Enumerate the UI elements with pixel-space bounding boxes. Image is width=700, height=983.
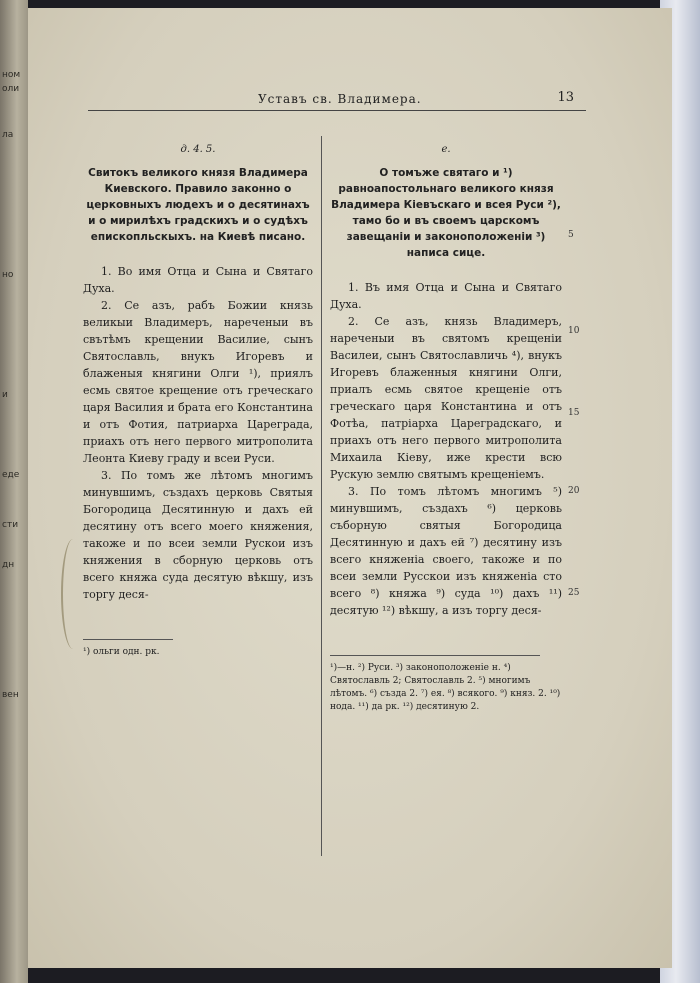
column-heading: Свитокъ великого князя Владимера Киевского. Правило законно о церковныхъ людехъ и о десятинахъ и о мирилѣхъ градскихъ и о судѣхъ епископльскыхъ. на Киевѣ писано. (86, 167, 310, 243)
paragraph: 2. Се азъ, рабъ Божии князь великыи Владимеръ, нареченыи въ свътѣмъ крещении Василие, сынъ Святославль, внукъ Игоревъ и блаженыя княгини Олги ¹), приялъ есмь святое крещение отъ греческаго царя Василия и брата его Константина и отъ Фотия, патриарха Цареграда, приахъ отъ него первого митрополита Леонта Киеву граду и всеи Руси. (83, 299, 313, 465)
right-column (330, 144, 562, 714)
column-body (83, 263, 313, 603)
paragraph: 3. По томъ же лѣтомъ многимъ минувшимъ, създахъ церковь Святыя Богородица Десятинную и дахъ ей десятину отъ всего моего княжения, такоже и по всеи земли Рускои изъ княжения в сборную церковь отъ всего княжа суда десятую вѣкшу, изъ торгу деся- (83, 469, 313, 601)
column-label: е. (441, 144, 451, 155)
edge-fragment: дн (2, 560, 15, 570)
paragraph: 1. Въ имя Отца и Сына и Святаго Духа. (330, 281, 562, 311)
line-number: 5 (568, 230, 574, 240)
edge-fragment: оли (2, 84, 20, 94)
page-number: 13 (557, 90, 574, 105)
edge-fragment: ла (2, 130, 14, 140)
paragraph: 3. По томъ лѣтомъ многимъ ⁵) минувшимъ, създахъ ⁶) церковь съборную святыя Богородица Десятинную и дахъ ей ⁷) десятину изъ всего княженіа своего, такоже и по всеи земли Русскои изъ княженіа сто всего ⁸) княжа ⁹) суда ¹⁰) дахъ ¹¹) десятую ¹²) вѣкшу, а изъ торгу деся- (330, 485, 562, 617)
line-number: 10 (568, 326, 580, 336)
edge-fragment: ном (2, 70, 21, 80)
edge-fragment: еде (2, 470, 20, 480)
line-number: 15 (568, 408, 580, 418)
book-page (28, 8, 672, 968)
column-label: д. 4. 5. (180, 144, 216, 155)
left-column (83, 144, 313, 659)
edge-fragment: вен (2, 690, 19, 700)
footnote-rule (83, 639, 173, 640)
footnote-rule (330, 655, 540, 656)
adjacent-page-edge (0, 0, 28, 983)
line-number: 25 (568, 588, 580, 598)
line-number: 20 (568, 486, 580, 496)
edge-fragment: сти (2, 520, 19, 530)
edge-fragment: и (2, 390, 8, 400)
running-title: Уставъ св. Владимера. (258, 92, 422, 106)
edge-fragment: но (2, 270, 14, 280)
footnotes: ¹)—н. ²) Руси. ³) законоположеніе н. ⁴) Святославль 2; Святославль 2. ⁵) многимъ лѣтомъ. ⁶) създа 2. ⁷) ея. ⁸) всякого. ⁹) княз. 2. ¹⁰) нода. ¹¹) да рк. ¹²) десятиную 2. (330, 663, 561, 712)
page-header (88, 88, 586, 111)
paragraph: 2. Се азъ, князь Владимеръ, нареченыи въ святомъ крещеніи Василеи, сынъ Святославличь ⁴), внукъ Игоревъ блаженныя княгини Олги, приалъ есмь святое крещеніе отъ греческаго царя Константина и отъ Фотѣа, патріарха Цареградскаго, и приахъ отъ него первого митрополита Михаила Кіеву, иже крести всю Рускую землю святымъ крещеніемъ. (330, 315, 562, 481)
column-divider (321, 136, 322, 856)
paragraph: 1. Во имя Отца и Сына и Святаго Духа. (83, 265, 313, 295)
column-heading: О томъже святаго и ¹) равноапостольнаго великого князя Владимера Кіевъскаго и всея Руси ²), тамо бо и въ своемъ царскомъ завещаніи и законоположеніи ³) написа сице. (331, 167, 561, 259)
binding-ornament (61, 539, 85, 649)
footnote: ¹) ольги одн. рк. (83, 647, 160, 657)
column-body (330, 279, 562, 619)
